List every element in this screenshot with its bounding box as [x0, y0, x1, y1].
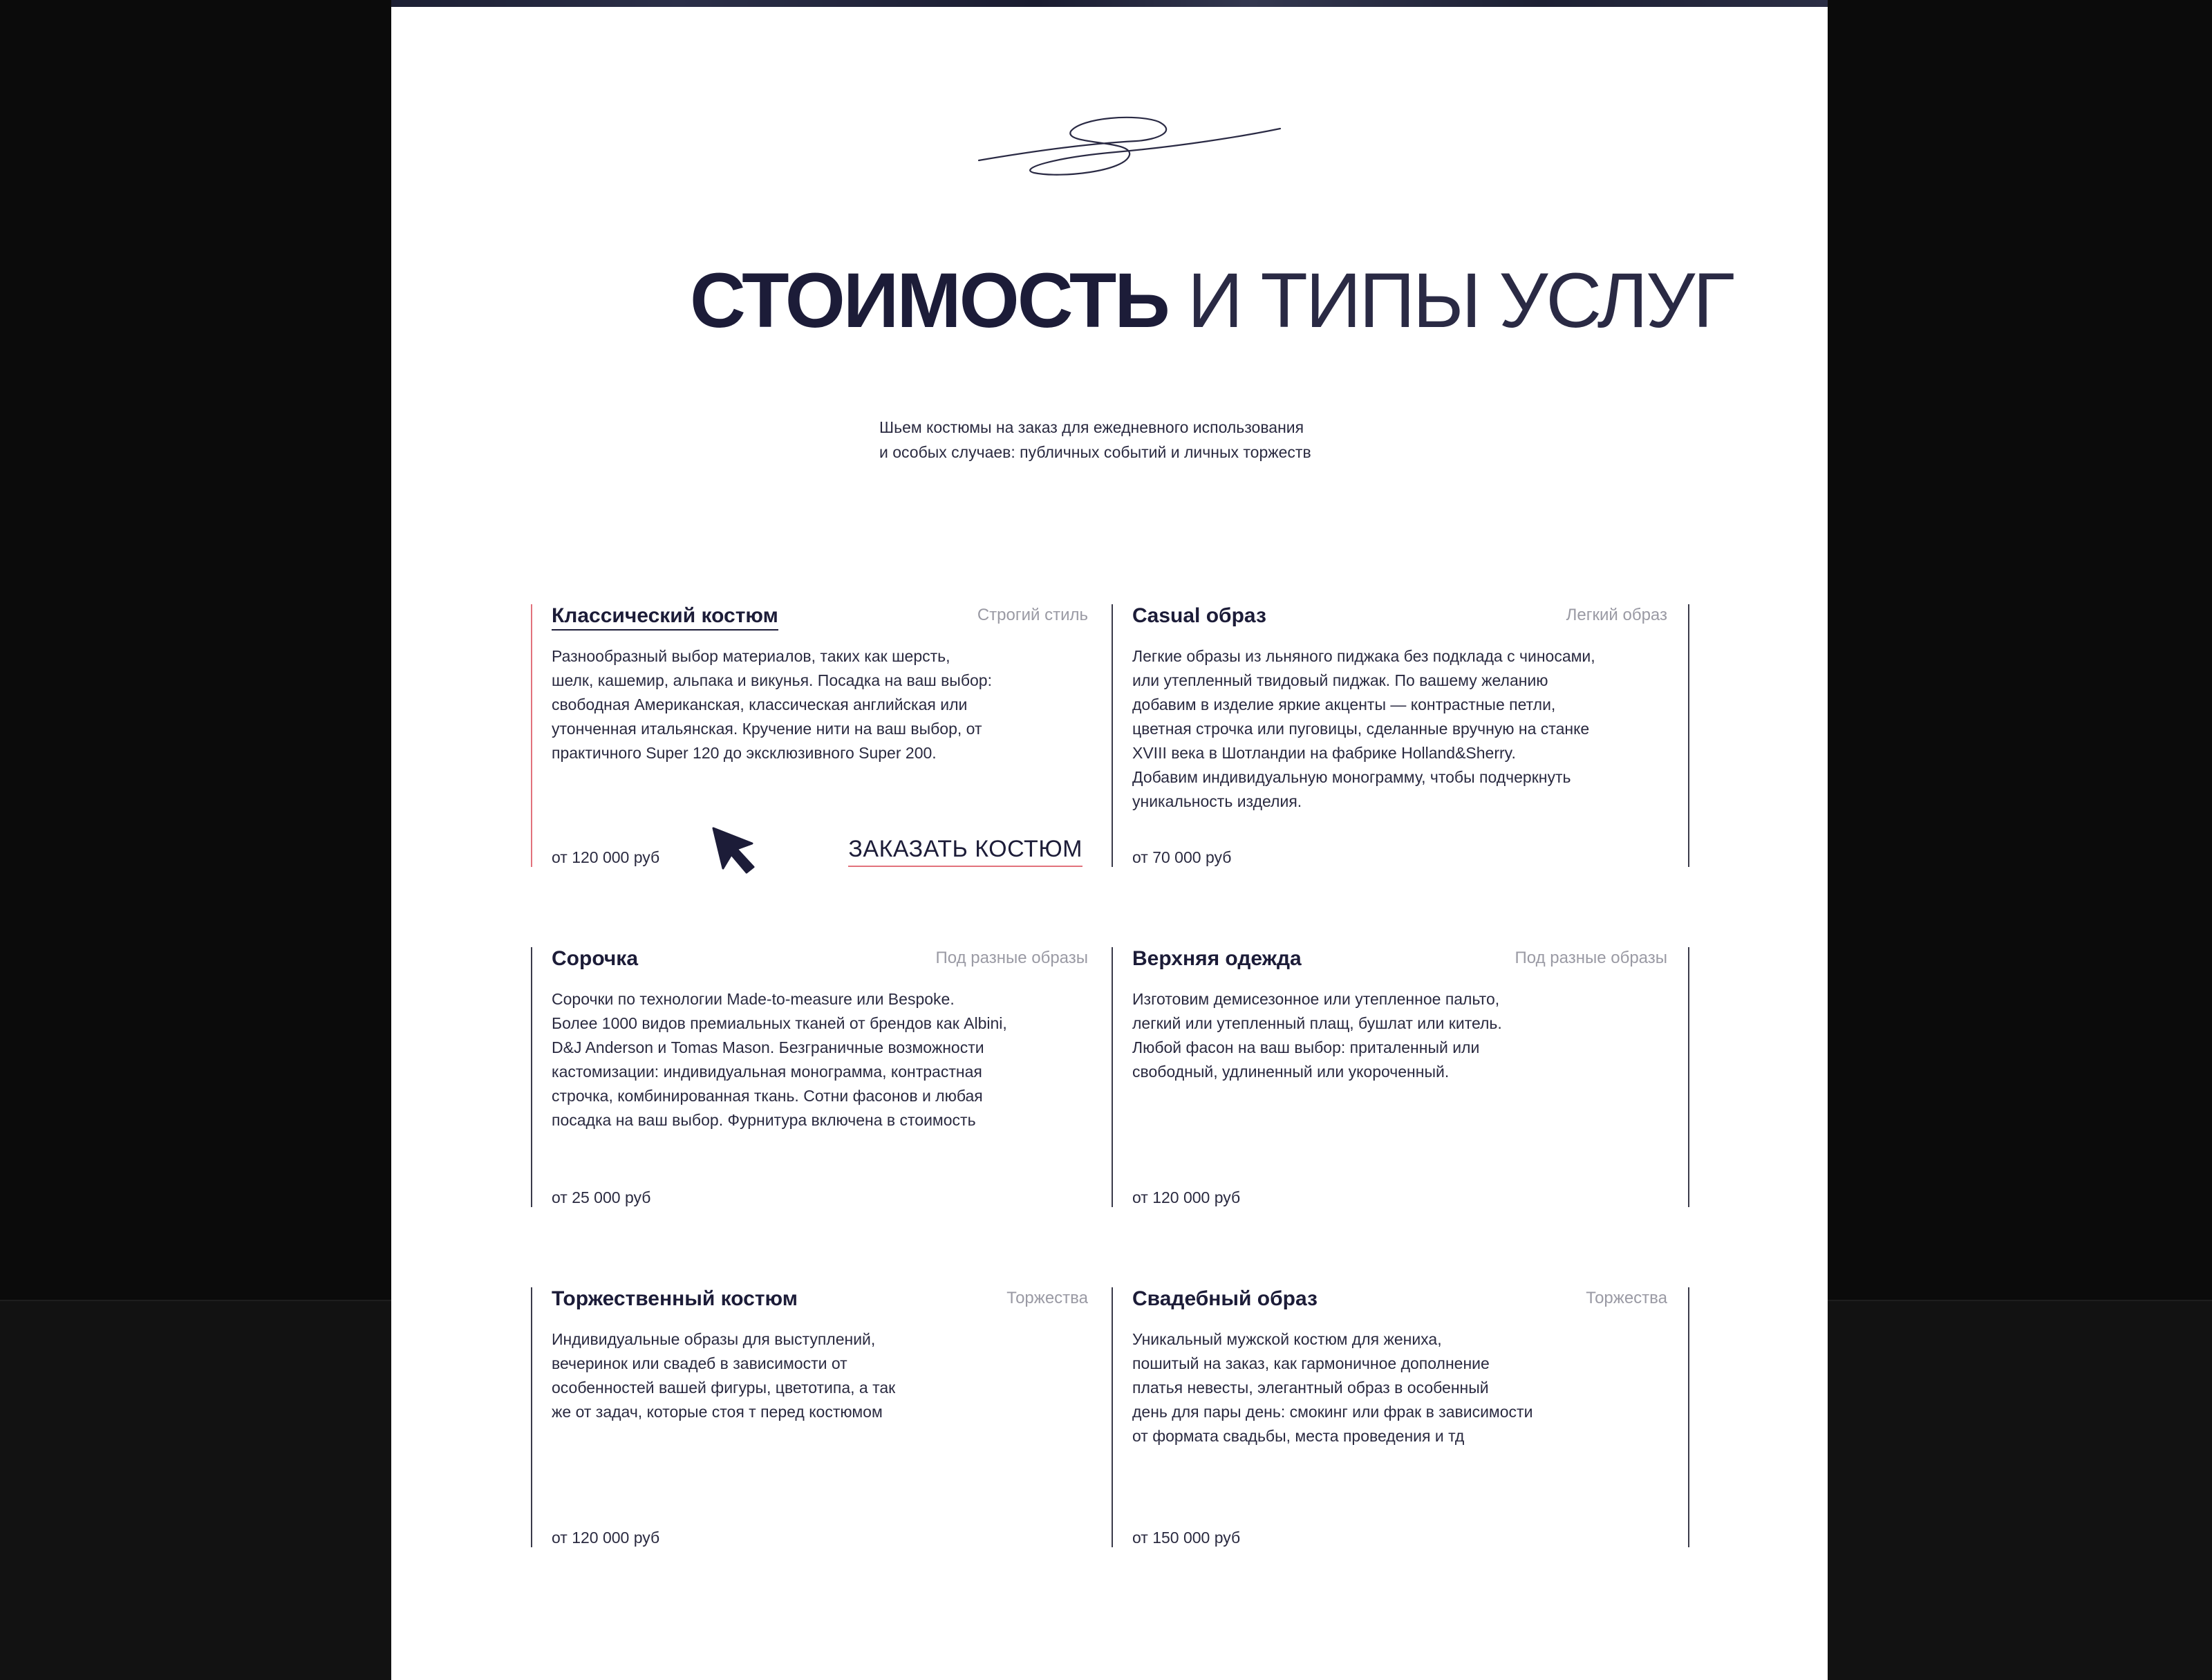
card-title: Casual образ: [1132, 604, 1266, 627]
card-description: [552, 987, 1077, 1132]
service-card-shirt: [531, 947, 1109, 1207]
card-price: от 150 000 руб: [1132, 1529, 1241, 1547]
subtitle-line: и особых случаев: публичных событий и личных торжеств: [879, 443, 1311, 461]
desc-line: Более 1000 видов премиальных тканей от брендов как Albini,: [552, 1014, 1007, 1032]
card-description: [552, 1327, 1077, 1424]
signature-logo: [977, 112, 1282, 181]
card-price: от 70 000 руб: [1132, 848, 1232, 866]
desc-line: Разнообразный выбор материалов, таких как шерсть,: [552, 647, 950, 665]
desc-line: строчка, комбинированная ткань. Сотни фасонов и любая: [552, 1087, 983, 1105]
card-description: [1132, 987, 1658, 1084]
card-title: Сорочка: [552, 947, 639, 970]
desc-line: шелк, кашемир, альпака и викунья. Посадка на ваш выбор:: [552, 671, 992, 689]
desc-line: пошитый на заказ, как гармоничное дополнение: [1132, 1354, 1490, 1372]
card-title: Свадебный образ: [1132, 1287, 1318, 1310]
desc-line: Добавим индивидуальную монограмму, чтобы подчеркнуть: [1132, 768, 1571, 786]
card-title: Классический костюм: [552, 604, 778, 631]
page-title: [391, 256, 1828, 346]
page-subtitle: [879, 415, 1377, 465]
desc-line: легкий или утепленный плащ, бушлат или китель.: [1132, 1014, 1502, 1032]
desc-line: же от задач, которые стоя т перед костюмом: [552, 1403, 883, 1421]
desc-line: Сорочки по технологии Made-to-measure или Bespoke.: [552, 990, 955, 1008]
service-card-ceremonial-suit: [531, 1287, 1109, 1547]
desc-line: свободный, удлиненный или укороченный.: [1132, 1063, 1450, 1081]
desc-line: Любой фасон на ваш выбор: приталенный или: [1132, 1038, 1480, 1056]
desc-line: утонченная итальянская. Кручение нити на ваш выбор, от: [552, 720, 982, 738]
card-price: от 120 000 руб: [552, 1529, 660, 1547]
desc-line: день для пары день: смокинг или фрак в зависимости: [1132, 1403, 1533, 1421]
desc-line: свободная Американская, классическая английская или: [552, 696, 968, 713]
desc-line: от формата свадьбы, места проведения и тд: [1132, 1427, 1465, 1445]
desc-line: кастомизации: индивидуальная монограмма, контрастная: [552, 1063, 982, 1081]
card-title: Верхняя одежда: [1132, 947, 1302, 970]
service-card-classic-suit: [531, 604, 1109, 867]
desc-line: практичного Super 120 до эксклюзивного Super 200.: [552, 744, 937, 762]
card-tag: Под разные образы: [935, 949, 1088, 967]
title-bold: СТОИМОСТЬ: [690, 257, 1168, 344]
card-price: от 120 000 руб: [552, 848, 660, 866]
card-description: [1132, 644, 1658, 814]
top-image-strip: [391, 0, 1828, 7]
card-tag: Легкий образ: [1566, 606, 1667, 624]
desc-line: добавим в изделие яркие акценты — контрастные петли,: [1132, 696, 1556, 713]
card-price: от 25 000 руб: [552, 1188, 651, 1206]
desc-line: уникальность изделия.: [1132, 792, 1302, 810]
card-price: от 120 000 руб: [1132, 1188, 1241, 1206]
desc-line: XVIII века в Шотландии на фабрике Holland&Sherry.: [1132, 744, 1516, 762]
card-tag: Торжества: [1006, 1289, 1088, 1307]
desc-line: или утепленный твидовый пиджак. По вашему желанию: [1132, 671, 1548, 689]
service-card-casual: [1112, 604, 1689, 867]
card-tag: Строгий стиль: [977, 606, 1088, 624]
card-tag: Под разные образы: [1515, 949, 1667, 967]
desc-line: вечеринок или свадеб в зависимости от: [552, 1354, 847, 1372]
desc-line: D&J Anderson и Tomas Mason. Безграничные возможности: [552, 1038, 984, 1056]
service-card-wedding: [1112, 1287, 1689, 1547]
card-title: Торжественный костюм: [552, 1287, 798, 1310]
card-tag: Торжества: [1586, 1289, 1667, 1307]
card-description: [552, 644, 1077, 765]
desc-line: посадка на ваш выбор. Фурнитура включена в стоимость: [552, 1111, 976, 1129]
subtitle-line: Шьем костюмы на заказ для ежедневного использования: [879, 418, 1304, 436]
service-card-outerwear: [1112, 947, 1689, 1207]
pricing-page: [391, 0, 1828, 1680]
desc-line: Легкие образы из льняного пиджака без подклада с чиносами,: [1132, 647, 1595, 665]
title-light: И ТИПЫ УСЛУГ: [1187, 257, 1733, 344]
mouse-cursor-icon: [711, 825, 758, 875]
desc-line: цветная строчка или пуговицы, сделанные вручную на станке: [1132, 720, 1590, 738]
card-description: [1132, 1327, 1658, 1448]
desc-line: Индивидуальные образы для выступлений,: [552, 1330, 876, 1348]
desc-line: Уникальный мужской костюм для жениха,: [1132, 1330, 1442, 1348]
desc-line: Изготовим демисезонное или утепленное пальто,: [1132, 990, 1500, 1008]
desc-line: особенностей вашей фигуры, цветотипа, а так: [552, 1379, 896, 1397]
order-suit-button[interactable]: ЗАКАЗАТЬ КОСТЮМ: [848, 836, 1082, 867]
desc-line: платья невесты, элегантный образ в особенный: [1132, 1379, 1489, 1397]
